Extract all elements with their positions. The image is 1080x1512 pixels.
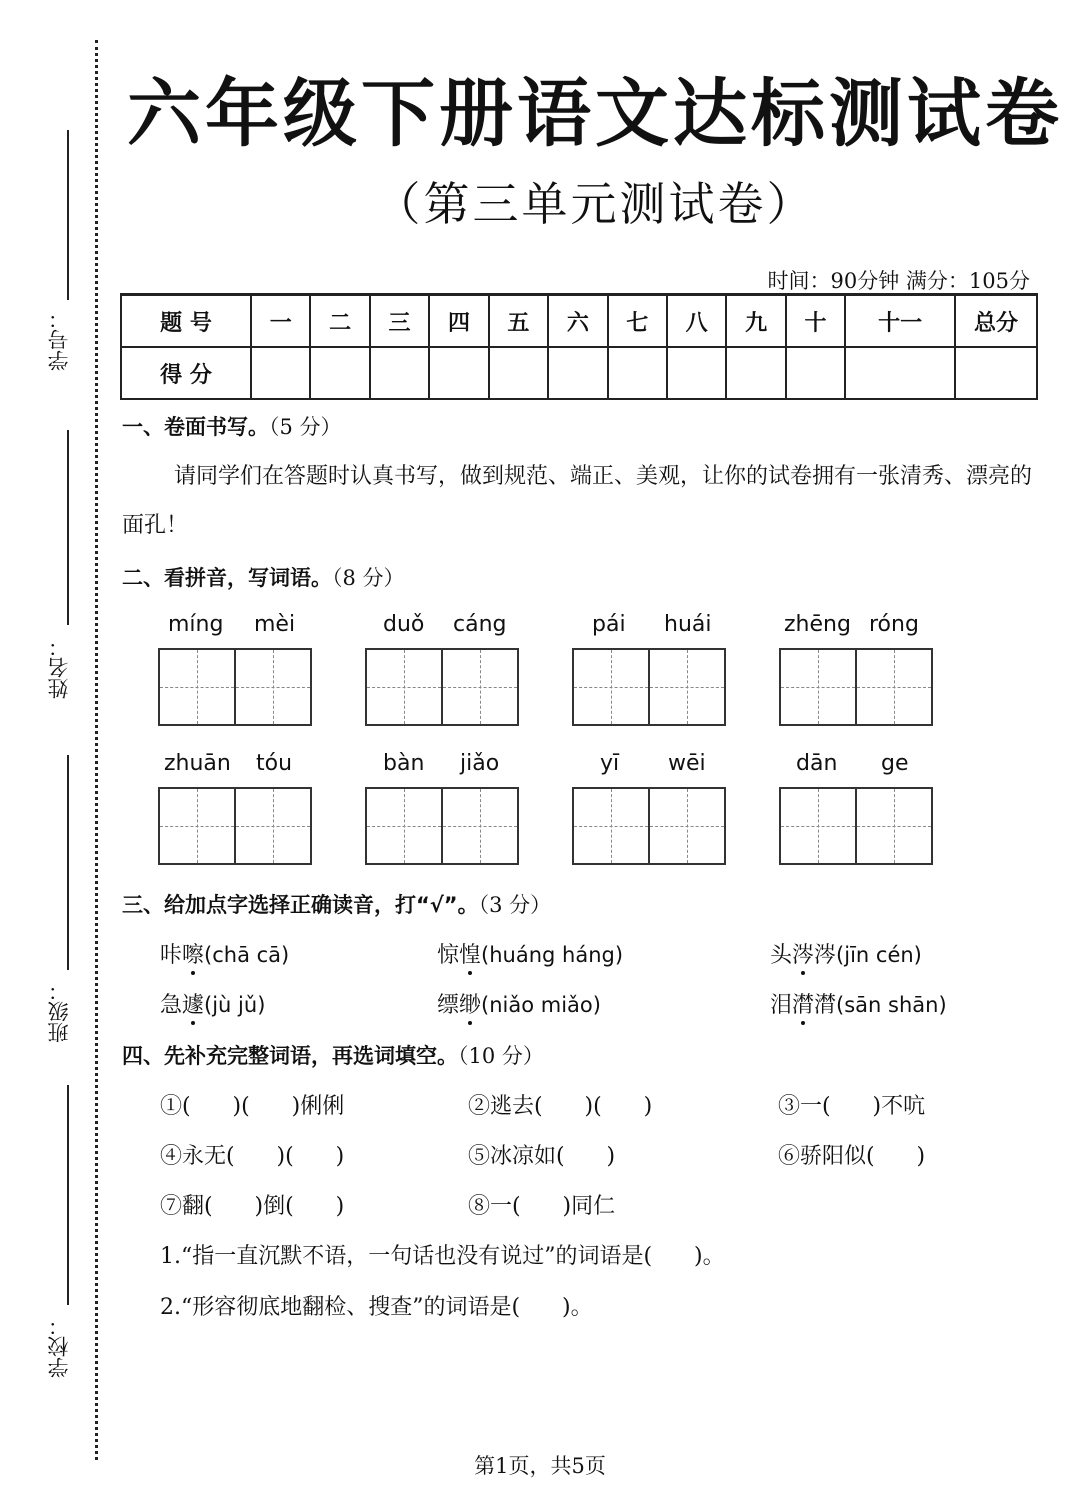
school-label: 学校：	[47, 1315, 71, 1378]
writing-grid-cell[interactable]	[572, 648, 650, 726]
name-line	[67, 430, 69, 625]
score-row-label: 得 分	[121, 347, 251, 399]
score-header-cell: 一	[251, 295, 310, 348]
pinyin-syllable: tóu	[256, 751, 293, 776]
section2-heading	[122, 562, 405, 592]
score-cell[interactable]	[310, 347, 369, 399]
reading-options[interactable]: (chā cā)	[204, 943, 290, 967]
score-cell[interactable]	[667, 347, 726, 399]
score-header-cell: 四	[429, 295, 488, 348]
reading-item	[437, 938, 623, 969]
section3-title: 三、给加点字选择正确读音，打“√”。	[122, 893, 479, 917]
idiom-fill-item[interactable]: ④永无( )( )	[160, 1144, 345, 1169]
pinyin-syllable: duǒ	[383, 612, 425, 637]
score-table-header-row	[121, 295, 1037, 348]
writing-grid-cell[interactable]	[779, 787, 857, 865]
pinyin-syllable: zhuān	[164, 751, 231, 776]
idiom-fill-item[interactable]: ①( )( )俐俐	[160, 1094, 345, 1119]
pinyin-syllable: dān	[796, 751, 838, 776]
idiom-fill-item[interactable]: ②逃去( )( )	[468, 1094, 653, 1119]
writing-grid-cell[interactable]	[779, 648, 857, 726]
reading-item	[160, 988, 265, 1019]
word-char: 泪	[770, 993, 793, 1018]
score-cell[interactable]	[489, 347, 548, 399]
section3-heading	[122, 889, 551, 919]
pinyin-syllable: ge	[881, 751, 909, 776]
student-id-label: 学号：	[47, 308, 71, 371]
idiom-fill-item[interactable]: ⑦翻( )倒( )	[160, 1194, 345, 1219]
name-label: 姓名：	[47, 636, 71, 699]
writing-grid-cell[interactable]	[158, 787, 236, 865]
score-cell[interactable]	[845, 347, 955, 399]
score-cell[interactable]	[955, 347, 1037, 399]
idiom-fill-item[interactable]: ⑧一( )同仁	[468, 1194, 616, 1219]
score-cell[interactable]	[251, 347, 310, 399]
reading-options[interactable]: (sān shān)	[836, 993, 947, 1017]
section1-body: 请同学们在答题时认真书写，做到规范、端正、美观，让你的试卷拥有一张清秀、漂亮的面孔！	[122, 464, 1033, 538]
section2-points: （8 分）	[332, 566, 405, 590]
score-cell[interactable]	[726, 347, 785, 399]
score-cell[interactable]	[429, 347, 488, 399]
reading-options[interactable]: (niǎo miǎo)	[481, 993, 601, 1017]
score-cell[interactable]	[548, 347, 607, 399]
score-header-cell: 二	[310, 295, 369, 348]
section4-title: 四、先补充完整词语，再选词填空。	[122, 1044, 458, 1068]
section1-title: 一、卷面书写。	[122, 415, 269, 439]
word-char: 潸	[814, 993, 837, 1018]
dotted-char: 惶	[459, 943, 482, 968]
writing-grid-cell[interactable]	[234, 787, 312, 865]
reading-options[interactable]: (jù jǔ)	[204, 993, 266, 1017]
score-header-cell: 总分	[955, 295, 1037, 348]
score-header-cell: 十一	[845, 295, 955, 348]
page-number: 第1页，共5页	[474, 1454, 606, 1478]
word-char: 涔	[814, 943, 837, 968]
dotted-char: 嚓	[182, 943, 205, 968]
score-cell[interactable]	[370, 347, 429, 399]
score-header-cell: 十	[786, 295, 845, 348]
score-header-cell: 八	[667, 295, 726, 348]
writing-grid-cell[interactable]	[572, 787, 650, 865]
dotted-char: 遽	[182, 993, 205, 1018]
writing-grid-cell[interactable]	[158, 648, 236, 726]
pinyin-syllable: huái	[664, 612, 712, 637]
class-line	[67, 755, 69, 970]
binding-dotted-line	[95, 40, 98, 1460]
student-id-line	[67, 130, 69, 300]
pinyin-syllable: cáng	[453, 612, 507, 637]
fill-question-2[interactable]: 2.“形容彻底地翻检、搜查”的词语是( )。	[160, 1295, 593, 1320]
writing-grid-cell[interactable]	[365, 787, 443, 865]
writing-grid-cell[interactable]	[648, 787, 726, 865]
pinyin-syllable: zhēng	[784, 612, 851, 637]
exam-title: 六年级下册语文达标测试卷	[127, 71, 1063, 157]
reading-item	[770, 938, 922, 969]
fill-question-1[interactable]: 1.“指一直沉默不语，一句话也没有说过”的词语是( )。	[160, 1244, 725, 1269]
score-table-score-row	[121, 347, 1037, 399]
score-cell[interactable]	[786, 347, 845, 399]
pinyin-syllable: róng	[869, 612, 919, 637]
score-header-cell: 五	[489, 295, 548, 348]
pinyin-syllable: pái	[592, 612, 626, 637]
pinyin-syllable: mèi	[254, 612, 296, 637]
exam-subtitle: （第三单元测试卷）	[374, 177, 816, 231]
reading-options[interactable]: (jīn cén)	[836, 943, 922, 967]
score-header-cell: 七	[608, 295, 667, 348]
class-label: 班级：	[47, 980, 71, 1043]
idiom-fill-item[interactable]: ⑥骄阳似( )	[778, 1144, 926, 1169]
pinyin-syllable: jiǎo	[460, 751, 500, 776]
word-char: 急	[160, 993, 183, 1018]
word-char: 头	[770, 943, 793, 968]
section1-points: （5 分）	[269, 415, 342, 439]
score-header-cell: 三	[370, 295, 429, 348]
section3-points: （3 分）	[478, 893, 552, 917]
writing-grid-cell[interactable]	[648, 648, 726, 726]
reading-item	[770, 988, 947, 1019]
pinyin-syllable: bàn	[383, 751, 425, 776]
writing-grid-cell[interactable]	[365, 648, 443, 726]
time-score-info: 时间：90分钟 满分：105分	[767, 269, 1030, 293]
writing-grid-cell[interactable]	[441, 648, 519, 726]
idiom-fill-item[interactable]: ③一( )不吭	[778, 1094, 926, 1119]
dotted-char: 涔	[792, 943, 815, 968]
reading-item	[437, 988, 601, 1019]
score-header-cell: 六	[548, 295, 607, 348]
score-table	[120, 293, 1038, 400]
section2-title: 二、看拼音，写词语。	[122, 566, 332, 590]
writing-grid-cell[interactable]	[234, 648, 312, 726]
dotted-char: 潸	[792, 993, 815, 1018]
school-line	[67, 1085, 69, 1305]
score-header-cell: 九	[726, 295, 785, 348]
section4-points: （10 分）	[458, 1044, 544, 1068]
score-header-cell: 题 号	[121, 295, 251, 348]
section4-heading	[122, 1040, 544, 1070]
reading-options[interactable]: (huáng háng)	[481, 943, 624, 967]
dotted-char: 缈	[459, 993, 482, 1018]
score-cell[interactable]	[608, 347, 667, 399]
word-char: 缥	[437, 993, 460, 1018]
writing-grid-cell[interactable]	[855, 648, 933, 726]
section1-heading	[122, 411, 342, 441]
pinyin-syllable: wēi	[668, 751, 706, 776]
idiom-fill-item[interactable]: ⑤冰凉如( )	[468, 1144, 616, 1169]
word-char: 咔	[160, 943, 183, 968]
writing-grid-cell[interactable]	[855, 787, 933, 865]
reading-item	[160, 938, 289, 969]
pinyin-syllable: míng	[168, 612, 224, 637]
word-char: 惊	[437, 943, 460, 968]
writing-grid-cell[interactable]	[441, 787, 519, 865]
pinyin-syllable: yī	[600, 751, 620, 776]
